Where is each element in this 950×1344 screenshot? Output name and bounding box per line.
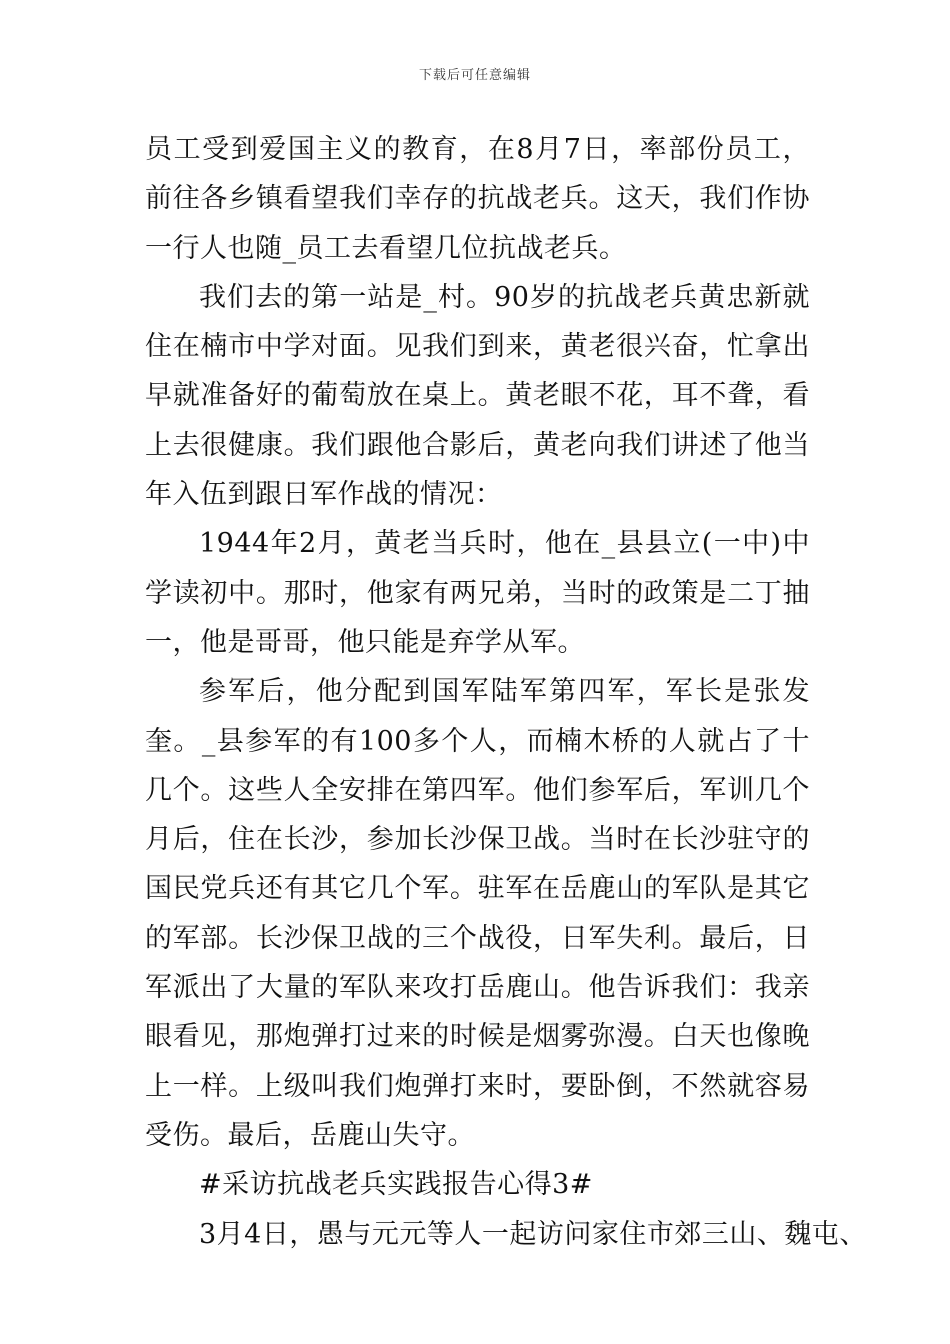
section-heading: #采访抗战老兵实践报告心得3# [199,1169,593,1201]
paragraph-3: 1944年2月，黄老当兵时，他在_县县立(一中)中学读初中。那时，他家有两兄弟，当时的政策是二丁抽一，他是哥哥，他只能是弃学从军。 [145,528,810,658]
paragraph-4: 参军后，他分配到国军陆军第四军，军长是张发奎。_县参军的有100多个人，而楠木桥的人就占了十几个。这些人全安排在第四军。他们参军后，军训几个月后，住在长沙，参加长沙保卫战。当时在长沙驻守的国民党兵还有其它几个军。驻军在岳鹿山的军队是其它的军部。长沙保卫战的三个战役，日军失利。最后，日军派出了大量的军队来攻打岳鹿山。他告诉我们：我亲眼看见，那炮弹打过来的时候是烟雾弥漫。白天也像晚上一样。上级叫我们炮弹打来时，要卧倒，不然就容易受伤。最后，岳鹿山失守。 [145,676,810,1151]
paragraph-2: 我们去的第一站是_村。90岁的抗战老兵黄忠新就住在楠市中学对面。见我们到来，黄老很兴奋，忙拿出早就准备好的葡萄放在桌上。黄老眼不花，耳不聋，看上去很健康。我们跟他合影后，黄老向我们讲述了他当年入伍到跟日军作战的情况： [145,281,810,511]
document-body [145,125,867,1259]
page-header-note: 下载后可任意编辑 [418,68,531,83]
paragraph-5: 3月4日，愚与元元等人一起访问家住市郊三山、魏屯、 [199,1218,867,1250]
paragraph-1: 员工受到爱国主义的教育，在8月7日，率部份员工，前往各乡镇看望我们幸存的抗战老兵。这天，我们作协一行人也随_员工去看望几位抗战老兵。 [145,134,810,264]
